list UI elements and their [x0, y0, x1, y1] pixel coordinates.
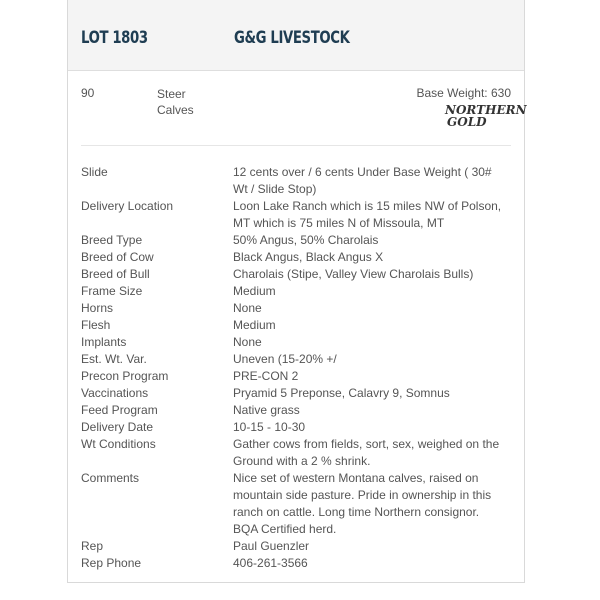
detail-value: 10-15 - 10-30 [233, 420, 306, 434]
detail-value: Gather cows from fields, sort, sex, weighed on the Ground with a 2 % shrink. [233, 437, 500, 468]
detail-value: Nice set of western Montana calves, raised on mountain side pasture. Pride in ownership in this ranch on cattle. Long time Northern consignor. BQA Certified herd. [233, 471, 492, 536]
detail-row [68, 300, 524, 317]
detail-value: Charolais (Stipe, Valley View Charolais Bulls) [233, 267, 474, 281]
detail-value: 406-261-3566 [233, 556, 308, 570]
detail-value: PRE-CON 2 [233, 369, 299, 383]
detail-label: Delivery Date [81, 420, 154, 434]
detail-row [68, 317, 524, 334]
detail-row [68, 334, 524, 351]
detail-label: Breed of Cow [81, 250, 154, 264]
consignor-name: G&G LIVESTOCK [234, 28, 350, 48]
detail-row [68, 538, 524, 555]
cattle-description [157, 86, 194, 118]
lot-header [68, 0, 524, 71]
detail-label: Wt Conditions [81, 437, 156, 451]
detail-row [68, 470, 524, 538]
detail-value: Black Angus, Black Angus X [233, 250, 384, 264]
detail-row [68, 164, 524, 198]
detail-row [68, 368, 524, 385]
detail-label: Feed Program [81, 403, 158, 417]
detail-row [68, 232, 524, 249]
logo-text-northern: NORTHERN [445, 103, 527, 117]
detail-label: Flesh [81, 318, 111, 332]
description-line-1: Steer [157, 87, 186, 101]
base-weight: Base Weight: 630 [416, 86, 511, 100]
head-count: 90 [81, 86, 95, 100]
detail-row [68, 385, 524, 402]
detail-row [68, 351, 524, 368]
detail-label: Slide [81, 165, 108, 179]
detail-label: Vaccinations [81, 386, 149, 400]
detail-value: Medium [233, 284, 276, 298]
detail-value: None [233, 301, 262, 315]
lot-summary [68, 71, 527, 145]
detail-label: Rep [81, 539, 104, 553]
description-line-2: Calves [157, 103, 194, 117]
northern-gold-logo [443, 103, 527, 129]
detail-row [68, 198, 524, 232]
detail-label: Breed Type [81, 233, 143, 247]
logo-text-gold: GOLD [447, 115, 487, 129]
detail-row [68, 266, 524, 283]
lot-details [68, 146, 524, 572]
detail-label: Precon Program [81, 369, 169, 383]
detail-value: Pryamid 5 Preponse, Calavry 9, Somnus [233, 386, 450, 400]
detail-label: Frame Size [81, 284, 143, 298]
detail-row [68, 419, 524, 436]
detail-value: None [233, 335, 262, 349]
detail-label: Horns [81, 301, 114, 315]
detail-value: 12 cents over / 6 cents Under Base Weight ( 30# Wt / Slide Stop) [233, 165, 492, 196]
detail-row [68, 283, 524, 300]
detail-value: 50% Angus, 50% Charolais [233, 233, 379, 247]
detail-row [68, 555, 524, 572]
detail-label: Implants [81, 335, 127, 349]
lot-card [67, 0, 525, 583]
detail-value: Uneven (15-20% +/ [233, 352, 337, 366]
detail-label: Comments [81, 471, 140, 485]
detail-row [68, 249, 524, 266]
detail-value: Loon Lake Ranch which is 15 miles NW of Polson, MT which is 75 miles N of Missoula, MT [233, 199, 502, 230]
detail-row [68, 436, 524, 470]
detail-value: Native grass [233, 403, 300, 417]
detail-row [68, 402, 524, 419]
detail-label: Rep Phone [81, 556, 142, 570]
detail-value: Paul Guenzler [233, 539, 310, 553]
detail-label: Breed of Bull [81, 267, 150, 281]
detail-label: Est. Wt. Var. [81, 352, 147, 366]
detail-value: Medium [233, 318, 276, 332]
detail-label: Delivery Location [81, 199, 174, 213]
lot-number: LOT 1803 [81, 28, 148, 48]
